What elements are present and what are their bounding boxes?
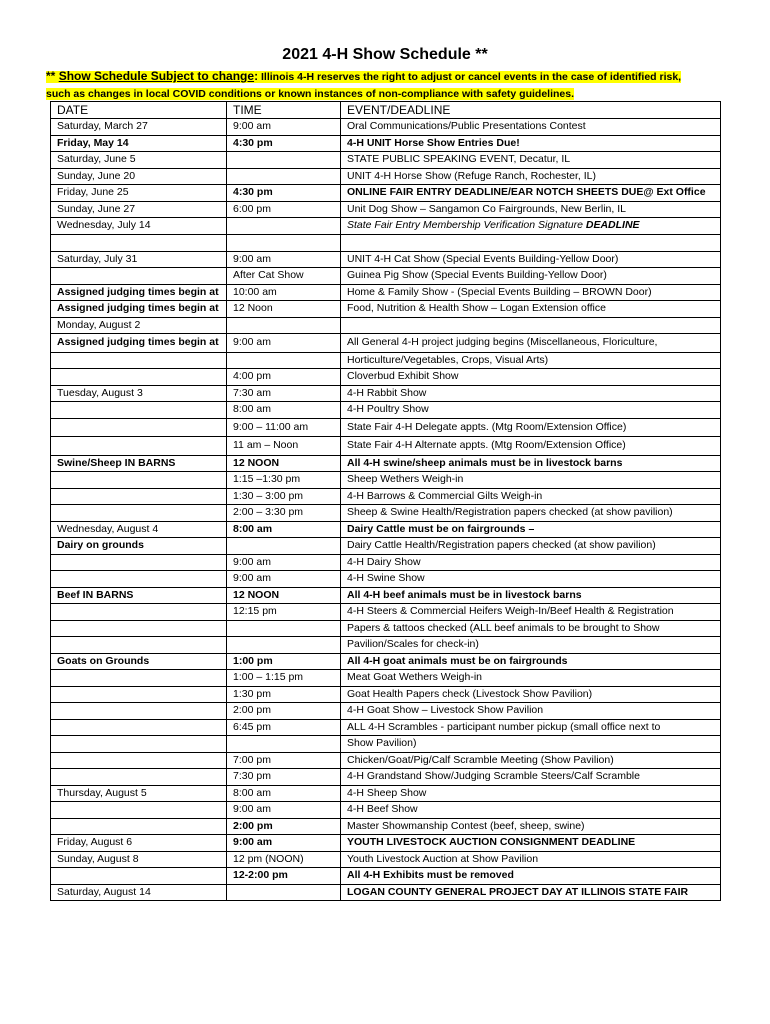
- table-row: [51, 736, 721, 753]
- row-event: State Fair 4-H Delegate appts. (Mtg Room/Extension Office): [341, 418, 721, 437]
- table-row: [51, 488, 721, 505]
- row-time: [227, 234, 341, 251]
- row-time: 12 NOON: [227, 455, 341, 472]
- row-event: Home & Family Show - (Special Events Building – BROWN Door): [341, 284, 721, 301]
- table-row: [51, 201, 721, 218]
- row-event: Papers & tattoos checked (ALL beef animals to be brought to Show: [341, 620, 721, 637]
- row-date: [51, 505, 227, 522]
- row-date: [51, 472, 227, 489]
- row-date: Wednesday, July 14: [51, 218, 227, 235]
- row-event: YOUTH LIVESTOCK AUCTION CONSIGNMENT DEADLINE: [341, 835, 721, 852]
- header-time: TIME: [227, 102, 341, 119]
- row-date: [51, 437, 227, 456]
- row-event: UNIT 4-H Cat Show (Special Events Building-Yellow Door): [341, 251, 721, 268]
- row-date: Goats on Grounds: [51, 653, 227, 670]
- row-date: [51, 703, 227, 720]
- row-date: [51, 752, 227, 769]
- row-event: State Fair Entry Membership Verification Signature DEADLINE: [341, 218, 721, 235]
- row-event: ONLINE FAIR ENTRY DEADLINE/EAR NOTCH SHEETS DUE@ Ext Office: [341, 185, 721, 202]
- table-row: [51, 284, 721, 301]
- table-row: [51, 251, 721, 268]
- row-event: Dairy Cattle must be on fairgrounds –: [341, 521, 721, 538]
- row-date: Friday, June 25: [51, 185, 227, 202]
- table-row: [51, 168, 721, 185]
- table-row: [51, 185, 721, 202]
- row-event: Show Pavilion): [341, 736, 721, 753]
- table-row: [51, 538, 721, 555]
- table-row: [51, 884, 721, 901]
- table-row: [51, 334, 721, 353]
- row-event: [341, 317, 721, 334]
- row-event: Food, Nutrition & Health Show – Logan Extension office: [341, 301, 721, 318]
- row-date: [51, 352, 227, 369]
- row-time: 12 NOON: [227, 587, 341, 604]
- row-event: 4-H Goat Show – Livestock Show Pavilion: [341, 703, 721, 720]
- row-time: 1:30 – 3:00 pm: [227, 488, 341, 505]
- table-row: [51, 637, 721, 654]
- row-time: 9:00 am: [227, 554, 341, 571]
- header-event: EVENT/DEADLINE: [341, 102, 721, 119]
- table-row: [51, 385, 721, 402]
- row-time: 2:00 – 3:30 pm: [227, 505, 341, 522]
- row-date: Sunday, June 27: [51, 201, 227, 218]
- table-row: [51, 418, 721, 437]
- row-time: 7:30 pm: [227, 769, 341, 786]
- row-date: [51, 802, 227, 819]
- row-event: Sheep & Swine Health/Registration papers checked (at show pavilion): [341, 505, 721, 522]
- row-date: Assigned judging times begin at: [51, 301, 227, 318]
- row-date: [51, 670, 227, 687]
- row-time: [227, 152, 341, 169]
- row-time: 6:00 pm: [227, 201, 341, 218]
- table-row: [51, 604, 721, 621]
- table-row: [51, 472, 721, 489]
- row-time: 7:30 am: [227, 385, 341, 402]
- table-row: [51, 437, 721, 456]
- table-row: [51, 505, 721, 522]
- row-time: [227, 317, 341, 334]
- notice-text-line2: such as changes in local COVID conditions or known instances of non-compliance with safety guidelines.: [46, 88, 575, 100]
- notice-colon: :: [254, 69, 259, 83]
- row-event: 4-H Swine Show: [341, 571, 721, 588]
- page-title: 2021 4-H Show Schedule **: [282, 46, 488, 63]
- row-event: Oral Communications/Public Presentations Contest: [341, 119, 721, 136]
- row-time: 4:30 pm: [227, 135, 341, 152]
- row-event: 4-H Sheep Show: [341, 785, 721, 802]
- schedule-notice: [46, 68, 736, 103]
- row-event: Youth Livestock Auction at Show Pavilion: [341, 851, 721, 868]
- row-date: [51, 769, 227, 786]
- table-row: [51, 670, 721, 687]
- row-date: Swine/Sheep IN BARNS: [51, 455, 227, 472]
- row-date: Assigned judging times begin at: [51, 334, 227, 353]
- row-time: 11 am – Noon: [227, 437, 341, 456]
- table-row: [51, 234, 721, 251]
- row-time: [227, 637, 341, 654]
- row-time: 9:00 am: [227, 802, 341, 819]
- row-event: Pavilion/Scales for check-in): [341, 637, 721, 654]
- table-row: [51, 719, 721, 736]
- row-event: UNIT 4-H Horse Show (Refuge Ranch, Rochester, IL): [341, 168, 721, 185]
- row-time: 9:00 am: [227, 334, 341, 353]
- row-date: Sunday, August 8: [51, 851, 227, 868]
- table-row: [51, 317, 721, 334]
- row-date: [51, 554, 227, 571]
- row-event: LOGAN COUNTY GENERAL PROJECT DAY AT ILLINOIS STATE FAIR: [341, 884, 721, 901]
- row-date: Thursday, August 5: [51, 785, 227, 802]
- row-time: 8:00 am: [227, 402, 341, 419]
- row-date: [51, 571, 227, 588]
- row-date: Sunday, June 20: [51, 168, 227, 185]
- row-time: 12 Noon: [227, 301, 341, 318]
- row-event: Cloverbud Exhibit Show: [341, 369, 721, 386]
- table-row: [51, 455, 721, 472]
- row-time: 1:30 pm: [227, 686, 341, 703]
- notice-text-line1: Illinois 4-H reserves the right to adjust or cancel events in the case of identified risk,: [258, 71, 682, 83]
- row-time: 12-2:00 pm: [227, 868, 341, 885]
- row-event: Guinea Pig Show (Special Events Building-Yellow Door): [341, 268, 721, 285]
- row-event: Unit Dog Show – Sangamon Co Fairgrounds, New Berlin, IL: [341, 201, 721, 218]
- table-row: [51, 802, 721, 819]
- table-row: [51, 268, 721, 285]
- table-row: [51, 554, 721, 571]
- row-time: 8:00 am: [227, 521, 341, 538]
- schedule-table: [50, 101, 721, 901]
- row-event: Sheep Wethers Weigh-in: [341, 472, 721, 489]
- row-event: State Fair 4-H Alternate appts. (Mtg Room/Extension Office): [341, 437, 721, 456]
- row-date: [51, 268, 227, 285]
- row-date: [51, 620, 227, 637]
- row-date: [51, 234, 227, 251]
- row-event: 4-H Poultry Show: [341, 402, 721, 419]
- row-date: [51, 604, 227, 621]
- row-date: [51, 686, 227, 703]
- row-time: 1:00 pm: [227, 653, 341, 670]
- table-row: [51, 521, 721, 538]
- row-time: [227, 352, 341, 369]
- row-date: Beef IN BARNS: [51, 587, 227, 604]
- notice-prefix: **: [46, 69, 59, 83]
- row-event: Dairy Cattle Health/Registration papers checked (at show pavilion): [341, 538, 721, 555]
- row-event: 4-H Rabbit Show: [341, 385, 721, 402]
- row-event: All 4-H Exhibits must be removed: [341, 868, 721, 885]
- row-date: [51, 736, 227, 753]
- row-event: [341, 234, 721, 251]
- row-event: Master Showmanship Contest (beef, sheep, swine): [341, 818, 721, 835]
- row-time: 4:30 pm: [227, 185, 341, 202]
- row-time: [227, 218, 341, 235]
- row-event: 4-H Grandstand Show/Judging Scramble Steers/Calf Scramble: [341, 769, 721, 786]
- row-event-emphasis: DEADLINE: [585, 219, 640, 231]
- table-row: [51, 571, 721, 588]
- table-row: [51, 152, 721, 169]
- table-row: [51, 620, 721, 637]
- row-time: 4:00 pm: [227, 369, 341, 386]
- row-date: Assigned judging times begin at: [51, 284, 227, 301]
- row-event: 4-H Steers & Commercial Heifers Weigh-In/Beef Health & Registration: [341, 604, 721, 621]
- row-time: 9:00 – 11:00 am: [227, 418, 341, 437]
- notice-lead: Show Schedule Subject to change: [58, 69, 255, 83]
- row-event: Chicken/Goat/Pig/Calf Scramble Meeting (Show Pavilion): [341, 752, 721, 769]
- row-date: Saturday, July 31: [51, 251, 227, 268]
- table-row: [51, 769, 721, 786]
- row-event: All 4-H goat animals must be on fairgrounds: [341, 653, 721, 670]
- table-row: [51, 369, 721, 386]
- row-date: [51, 818, 227, 835]
- table-row: [51, 752, 721, 769]
- row-time: 12 pm (NOON): [227, 851, 341, 868]
- table-row: [51, 119, 721, 136]
- table-row: [51, 135, 721, 152]
- row-date: Wednesday, August 4: [51, 521, 227, 538]
- table-row: [51, 785, 721, 802]
- row-time: 9:00 am: [227, 835, 341, 852]
- row-time: [227, 538, 341, 555]
- row-date: Saturday, August 14: [51, 884, 227, 901]
- row-time: 7:00 pm: [227, 752, 341, 769]
- row-time: 2:00 pm: [227, 818, 341, 835]
- row-date: Monday, August 2: [51, 317, 227, 334]
- row-date: [51, 402, 227, 419]
- row-date: Friday, May 14: [51, 135, 227, 152]
- row-time: 2:00 pm: [227, 703, 341, 720]
- row-time: [227, 168, 341, 185]
- row-event: 4-H Beef Show: [341, 802, 721, 819]
- row-date: Saturday, June 5: [51, 152, 227, 169]
- table-header-row: [51, 102, 721, 119]
- row-event: Goat Health Papers check (Livestock Show Pavilion): [341, 686, 721, 703]
- row-event: Horticulture/Vegetables, Crops, Visual Arts): [341, 352, 721, 369]
- row-time: 9:00 am: [227, 119, 341, 136]
- row-date: [51, 488, 227, 505]
- row-event: 4-H UNIT Horse Show Entries Due!: [341, 135, 721, 152]
- row-event: 4-H Barrows & Commercial Gilts Weigh-in: [341, 488, 721, 505]
- table-row: [51, 653, 721, 670]
- row-time: 12:15 pm: [227, 604, 341, 621]
- row-time: [227, 736, 341, 753]
- row-date: Dairy on grounds: [51, 538, 227, 555]
- row-time: 9:00 am: [227, 571, 341, 588]
- table-row: [51, 402, 721, 419]
- row-time: 6:45 pm: [227, 719, 341, 736]
- row-event: ALL 4-H Scrambles - participant number pickup (small office next to: [341, 719, 721, 736]
- row-time: [227, 620, 341, 637]
- row-time: After Cat Show: [227, 268, 341, 285]
- table-row: [51, 868, 721, 885]
- row-date: Friday, August 6: [51, 835, 227, 852]
- row-time: 1:00 – 1:15 pm: [227, 670, 341, 687]
- row-event: All 4-H swine/sheep animals must be in livestock barns: [341, 455, 721, 472]
- row-date: Saturday, March 27: [51, 119, 227, 136]
- row-date: [51, 719, 227, 736]
- row-date: [51, 418, 227, 437]
- row-event: All 4-H beef animals must be in livestock barns: [341, 587, 721, 604]
- row-event: Meat Goat Wethers Weigh-in: [341, 670, 721, 687]
- row-event: STATE PUBLIC SPEAKING EVENT, Decatur, IL: [341, 152, 721, 169]
- table-row: [51, 703, 721, 720]
- row-event: All General 4-H project judging begins (Miscellaneous, Floriculture,: [341, 334, 721, 353]
- row-time: 10:00 am: [227, 284, 341, 301]
- table-row: [51, 587, 721, 604]
- row-date: [51, 637, 227, 654]
- row-time: 9:00 am: [227, 251, 341, 268]
- row-time: 8:00 am: [227, 785, 341, 802]
- table-row: [51, 686, 721, 703]
- table-row: [51, 818, 721, 835]
- row-time: [227, 884, 341, 901]
- table-row: [51, 851, 721, 868]
- table-row: [51, 352, 721, 369]
- row-time: 1:15 –1:30 pm: [227, 472, 341, 489]
- table-row: [51, 218, 721, 235]
- table-row: [51, 301, 721, 318]
- header-date: DATE: [51, 102, 227, 119]
- row-event: 4-H Dairy Show: [341, 554, 721, 571]
- row-date: Tuesday, August 3: [51, 385, 227, 402]
- table-row: [51, 835, 721, 852]
- row-date: [51, 369, 227, 386]
- row-date: [51, 868, 227, 885]
